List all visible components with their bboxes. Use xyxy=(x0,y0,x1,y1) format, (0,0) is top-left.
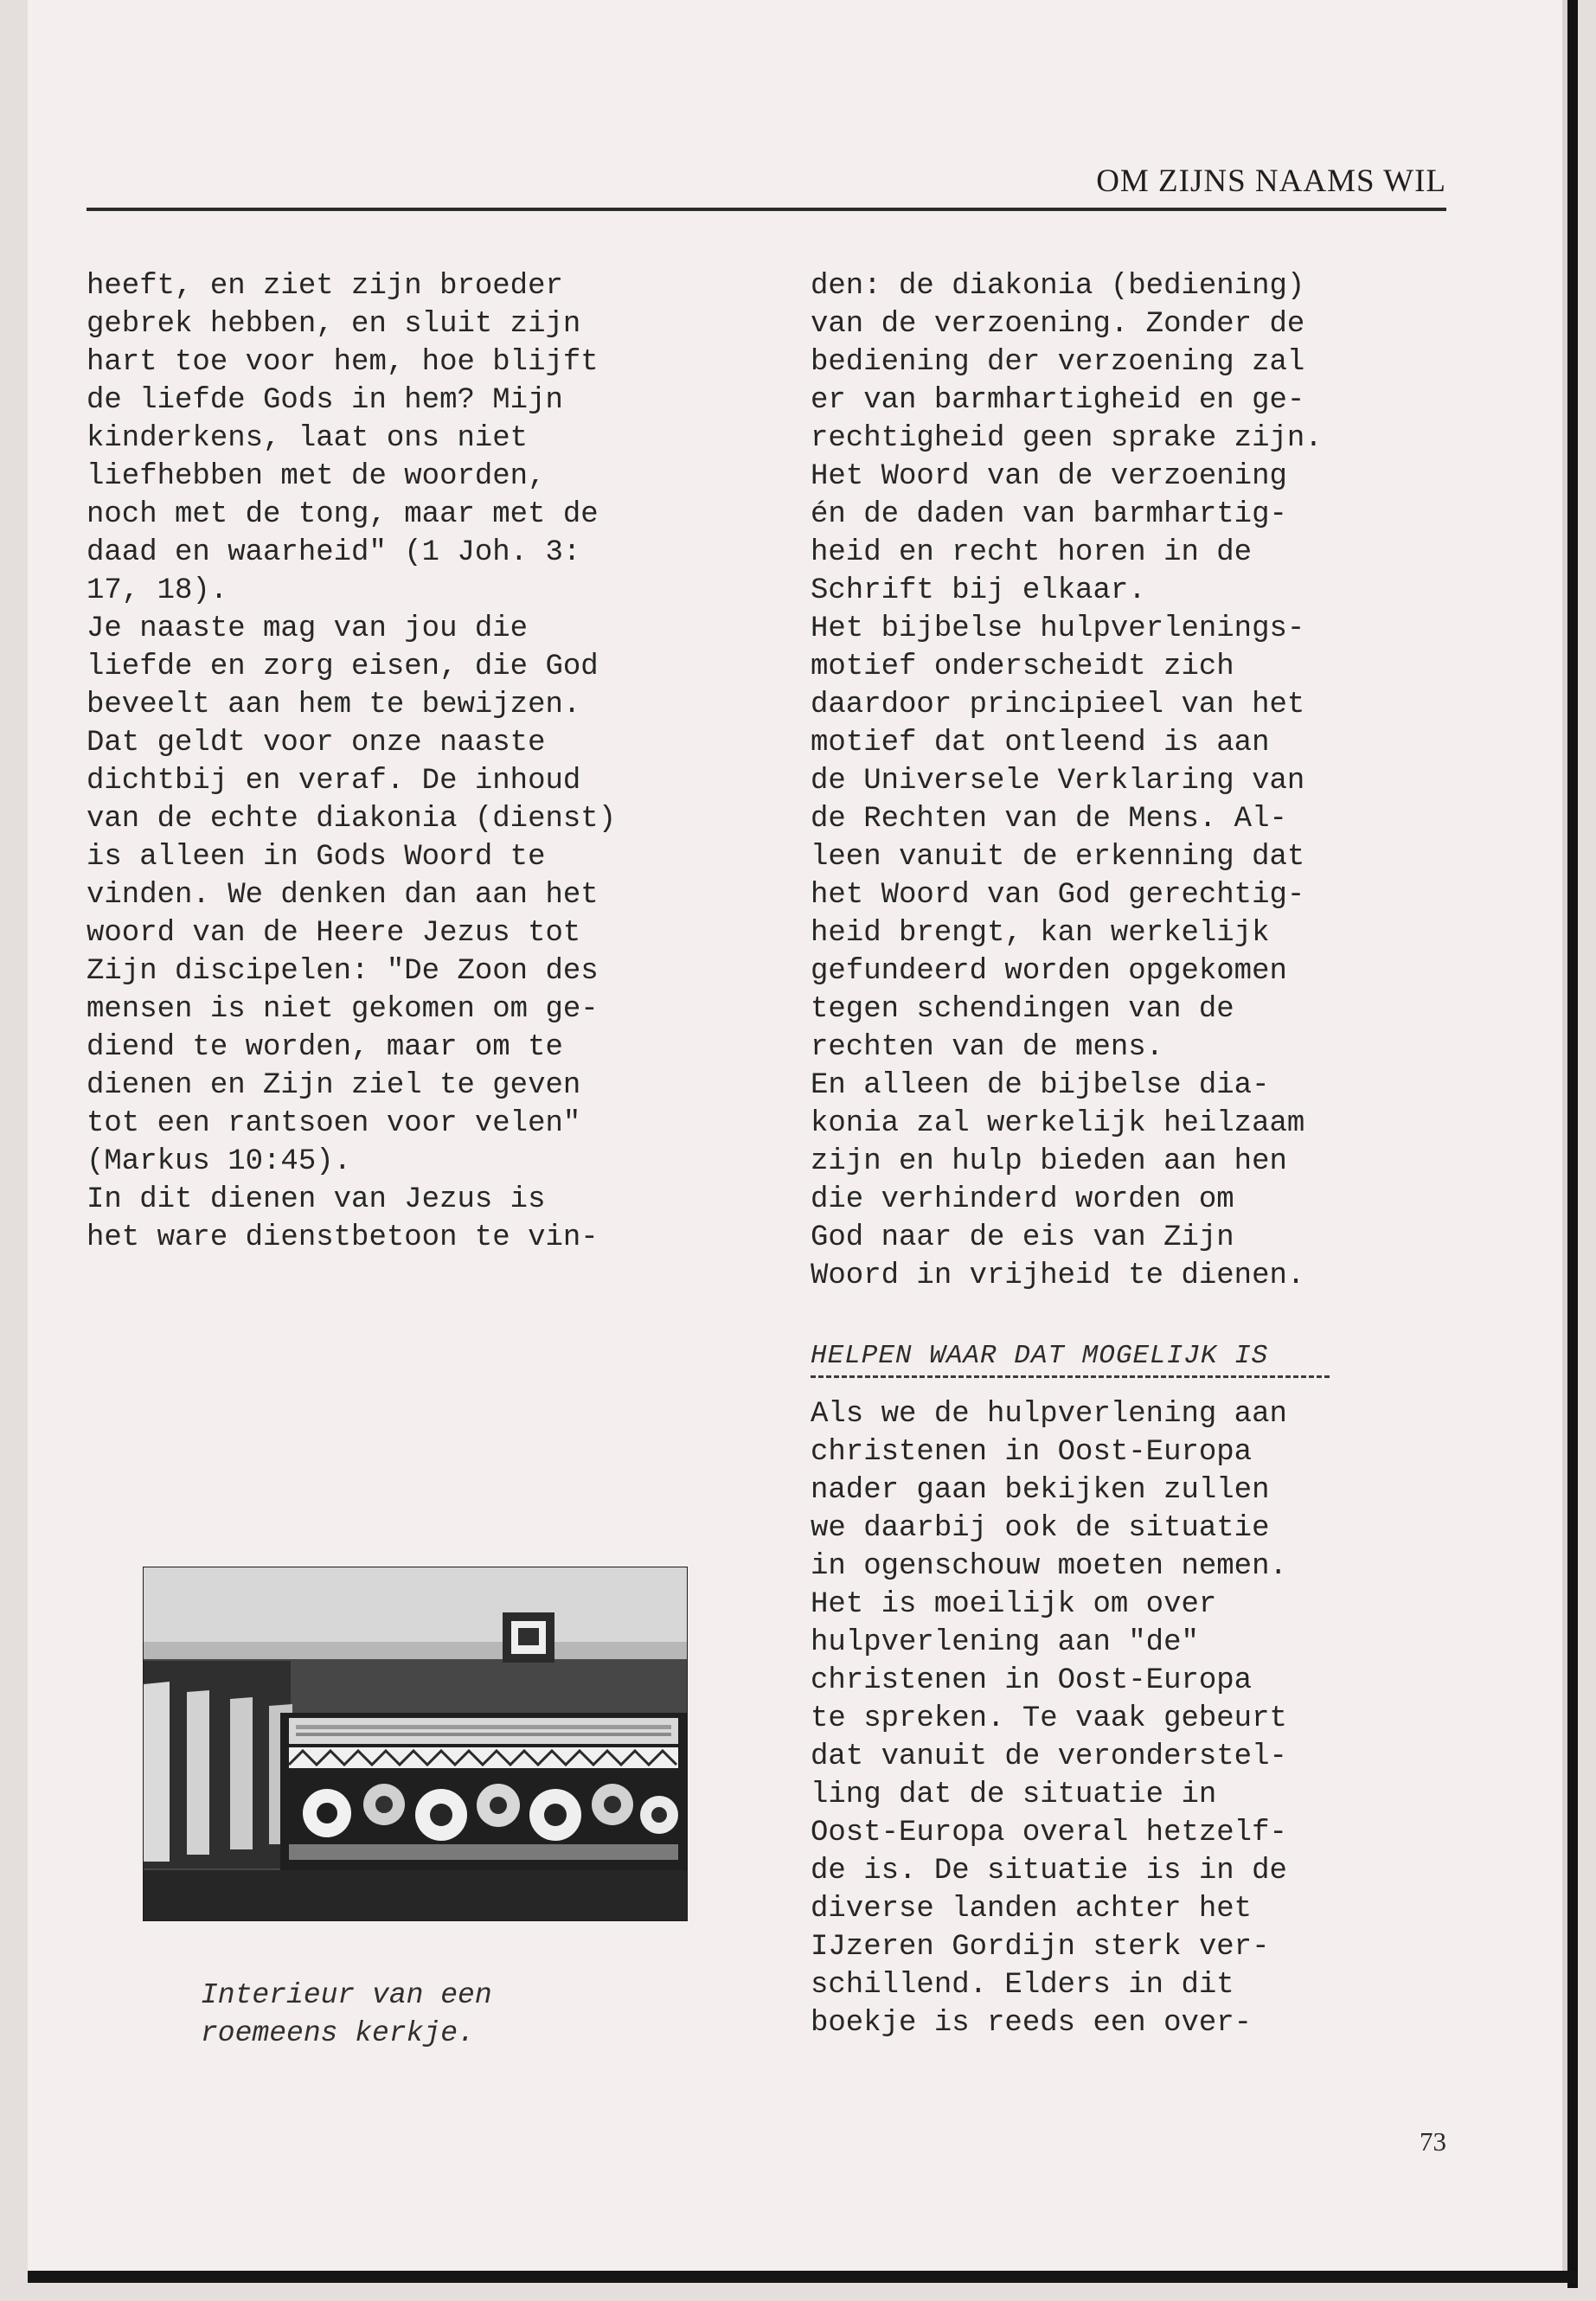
section-heading: HELPEN WAAR DAT MOGELIJK IS xyxy=(811,1341,1269,1371)
left-column-text: heeft, en ziet zijn broeder gebrek hebben, en sluit zijn hart toe voor hem, hoe blijft de liefde Gods in hem? Mijn kinderkens, laat ons niet liefhebben met de woorden, noch met de tong, maar met de daad en waarheid" (1 Joh. 3: 17, 18). Je naaste mag van jou die liefde en zorg eisen, die God beveelt aan hem te bewijzen. Dat geldt voor onze naaste dichtbij en veraf. De inhoud van de echte diakonia (dienst) is alleen in Gods Woord te vinden. We denken dan aan het woord van de Heere Jezus tot Zijn discipelen: "De Zoon des mensen is niet gekomen om ge- diend te worden, maar om te dienen en Zijn ziel te geven tot een rantsoen voor velen" (Markus 10:45). In dit dienen van Jezus is het ware dienstbetoon te vin- xyxy=(87,270,617,1254)
header-rule xyxy=(87,208,1446,211)
photo-caption: Interieur van een roemeens kerkje. xyxy=(201,1979,492,2049)
section-body-text: Als we de hulpverlening aan christenen in Oost-Europa nader gaan bekijken zullen we daarbij ook de situatie in ogenschouw moeten nemen. Het is moeilijk om over hulpverlening aan "de" christenen in Oost-Europa te spreken. Te vaak gebeurt dat vanuit de veronderstel- ling dat de situatie in Oost-Europa overal hetzelf- de is. De situatie is in de diverse landen achter het IJzeren Gordijn sterk ver- schillend. Elders in dit boekje is reeds een over- xyxy=(811,1398,1287,2040)
page-edge-right xyxy=(1567,0,1578,2288)
right-column-text: den: de diakonia (bediening) van de verzoening. Zonder de bediening der verzoening zal er van barmhartigheid en ge- rechtigheid geen sprake zijn. Het Woord van de verzoening én de daden van barmhartig- heid en recht horen in de Schrift bij elkaar. Het bijbelse hulpverlenings- motief onderscheidt zich daardoor principieel van het motief dat ontleend is aan de Universele Verklaring van de Rechten van de Mens. Al- leen vanuit de erkenning dat het Woord van God gerechtig- heid brengt, kan werkelijk gefundeerd worden opgekomen tegen schendingen van de rechten van de mens. En alleen de bijbelse dia- konia zal werkelijk heilzaam zijn en hulp bieden aan hen die verhinderd worden om God naar de eis van Zijn Woord in vrijheid te dienen. xyxy=(811,270,1323,1292)
running-header-title: OM ZIJNS NAAMS WIL xyxy=(1096,163,1446,199)
church-interior-photo xyxy=(143,1567,688,1921)
book-page xyxy=(28,0,1567,2271)
page-edge-bottom xyxy=(28,2271,1578,2283)
section-heading-underline xyxy=(811,1375,1330,1378)
page-number: 73 xyxy=(1420,2126,1446,2157)
